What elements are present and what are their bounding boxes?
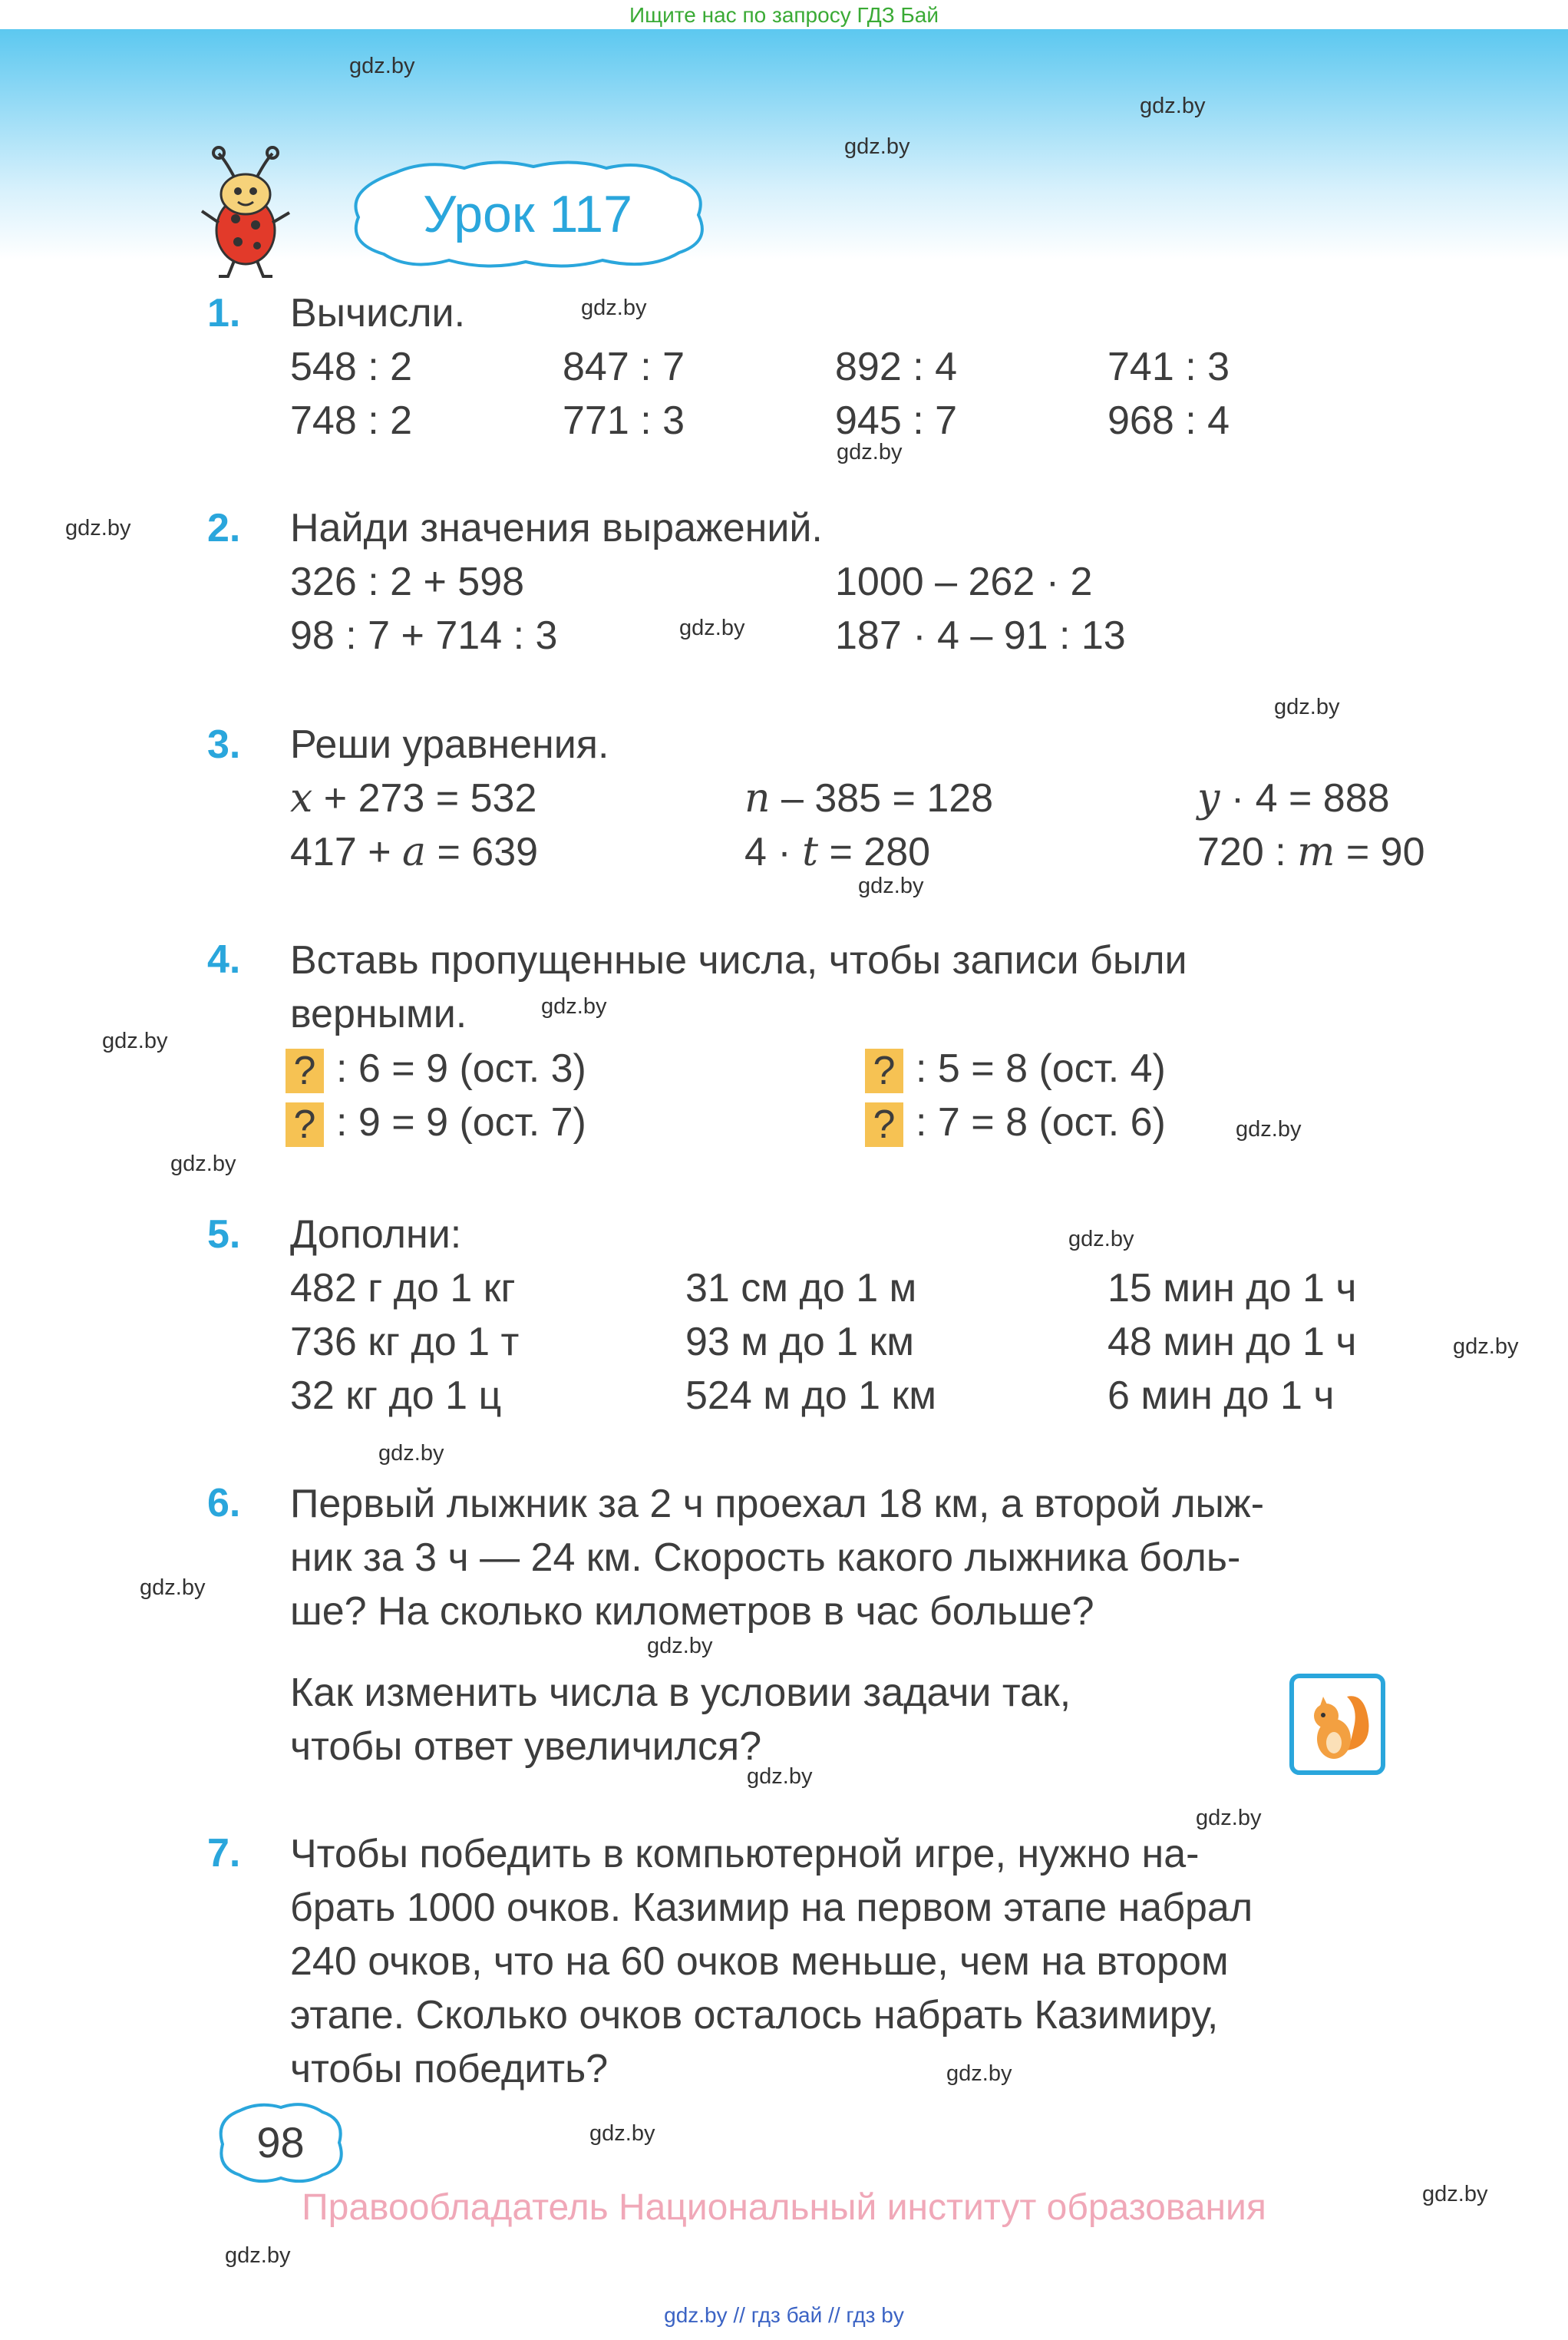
ladybug-illustration bbox=[196, 142, 295, 280]
watermark: gdz.by bbox=[349, 54, 415, 78]
watermark: gdz.by bbox=[170, 1152, 236, 1176]
page-number: 98 bbox=[256, 2118, 305, 2166]
bottom-note: gdz.by // гдз бай // гдз by bbox=[664, 2303, 904, 2327]
task-number: 3. bbox=[207, 722, 241, 767]
watermark: gdz.by bbox=[378, 1441, 444, 1466]
watermark: gdz.by bbox=[1274, 695, 1340, 719]
equation: n – 385 = 128 bbox=[744, 775, 994, 821]
fill-in-item: ? : 5 = 8 (ост. 4) bbox=[865, 1046, 1166, 1093]
missing-number-box[interactable]: ? bbox=[865, 1102, 903, 1147]
watermark: gdz.by bbox=[844, 134, 910, 159]
missing-number-box[interactable]: ? bbox=[865, 1049, 903, 1093]
watermark: gdz.by bbox=[858, 874, 924, 898]
measure-item: 32 кг до 1 ц bbox=[290, 1373, 502, 1418]
watermark: gdz.by bbox=[65, 516, 131, 540]
expression: 741 : 3 bbox=[1108, 345, 1230, 389]
measure-item: 31 см до 1 м bbox=[685, 1266, 917, 1310]
fill-in-item: ? : 7 = 8 (ост. 6) bbox=[865, 1099, 1166, 1147]
fill-in-item: ? : 6 = 9 (ост. 3) bbox=[286, 1046, 586, 1093]
expression: 771 : 3 bbox=[563, 398, 685, 443]
watermark: gdz.by bbox=[581, 296, 647, 320]
watermark: gdz.by bbox=[1453, 1334, 1519, 1359]
task-number: 1. bbox=[207, 291, 241, 335]
expression: 187 · 4 – 91 : 13 bbox=[835, 613, 1126, 658]
expression: 326 : 2 + 598 bbox=[290, 560, 525, 604]
top-note: Ищите нас по запросу ГДЗ Бай bbox=[629, 3, 939, 27]
expression: 892 : 4 bbox=[835, 345, 958, 389]
watermark: gdz.by bbox=[1196, 1806, 1262, 1830]
task-text: Вставь пропущенные числа, чтобы записи были верными. bbox=[290, 938, 1187, 1036]
task-number: 5. bbox=[207, 1212, 241, 1257]
task-text: Первый лыжник за 2 ч проехал 18 км, а второй лыж- ник за 3 ч — 24 км. Скорость какого лыжника боль- ше? На сколько километров в час больше? bbox=[290, 1482, 1265, 1634]
watermark: gdz.by bbox=[1140, 94, 1206, 118]
task-number: 7. bbox=[207, 1831, 241, 1876]
fill-in-item: ? : 9 = 9 (ост. 7) bbox=[286, 1099, 586, 1147]
expression: 968 : 4 bbox=[1108, 398, 1230, 443]
watermark: gdz.by bbox=[589, 2121, 655, 2146]
watermark: gdz.by bbox=[140, 1575, 206, 1600]
equation: 4 · t = 280 bbox=[744, 829, 931, 875]
missing-number-box[interactable]: ? bbox=[286, 1049, 324, 1093]
measure-item: 736 кг до 1 т bbox=[290, 1320, 520, 1364]
equation: 720 : m = 90 bbox=[1197, 829, 1425, 875]
watermark: gdz.by bbox=[1236, 1117, 1302, 1142]
task-number: 6. bbox=[207, 1481, 241, 1525]
lesson-title: Урок 117 bbox=[423, 185, 632, 243]
task-number: 4. bbox=[207, 937, 241, 982]
watermark: gdz.by bbox=[1422, 2182, 1488, 2206]
watermark: gdz.by bbox=[837, 440, 903, 464]
measure-item: 524 м до 1 км bbox=[685, 1373, 936, 1418]
squirrel-icon bbox=[1289, 1674, 1385, 1775]
watermark: gdz.by bbox=[225, 2243, 291, 2268]
measure-item: 6 мин до 1 ч bbox=[1108, 1373, 1335, 1418]
expression: 748 : 2 bbox=[290, 398, 413, 443]
watermark: gdz.by bbox=[541, 994, 607, 1019]
task-text: Чтобы победить в компьютерной игре, нужно на- брать 1000 очков. Казимир на первом этапе набрал 240 очков, что на 60 очков меньше, чем на втором этапе. Сколько очков осталось набрать Казимиру, чтобы победить? bbox=[290, 1832, 1253, 2091]
rights-holder: Правообладатель Национальный институт образования bbox=[302, 2187, 1266, 2228]
equation: 417 + a = 639 bbox=[290, 829, 539, 875]
extra-question: Как изменить числа в условии задачи так, чтобы ответ увеличился? bbox=[290, 1671, 1071, 1769]
measure-item: 482 г до 1 кг bbox=[290, 1266, 516, 1310]
task-text: Реши уравнения. bbox=[290, 722, 609, 767]
watermark: gdz.by bbox=[946, 2061, 1012, 2086]
task-text: Дополни: bbox=[290, 1212, 462, 1257]
expression: 1000 – 262 · 2 bbox=[835, 560, 1093, 604]
expression: 98 : 7 + 714 : 3 bbox=[290, 613, 558, 658]
watermark: gdz.by bbox=[102, 1029, 168, 1053]
measure-item: 48 мин до 1 ч bbox=[1108, 1320, 1357, 1364]
watermark: gdz.by bbox=[1068, 1227, 1134, 1251]
equation: y · 4 = 888 bbox=[1197, 775, 1390, 821]
expression: 548 : 2 bbox=[290, 345, 413, 389]
task-number: 2. bbox=[207, 506, 241, 550]
task-text: Вычисли. bbox=[290, 291, 466, 335]
measure-item: 15 мин до 1 ч bbox=[1108, 1266, 1357, 1310]
expression: 847 : 7 bbox=[563, 345, 685, 389]
watermark: gdz.by bbox=[647, 1634, 713, 1658]
expression: 945 : 7 bbox=[835, 398, 958, 443]
measure-item: 93 м до 1 км bbox=[685, 1320, 915, 1364]
watermark: gdz.by bbox=[679, 616, 745, 640]
task-text: Найди значения выражений. bbox=[290, 506, 823, 550]
watermark: gdz.by bbox=[747, 1764, 813, 1789]
missing-number-box[interactable]: ? bbox=[286, 1102, 324, 1147]
equation: x + 273 = 532 bbox=[290, 775, 537, 821]
